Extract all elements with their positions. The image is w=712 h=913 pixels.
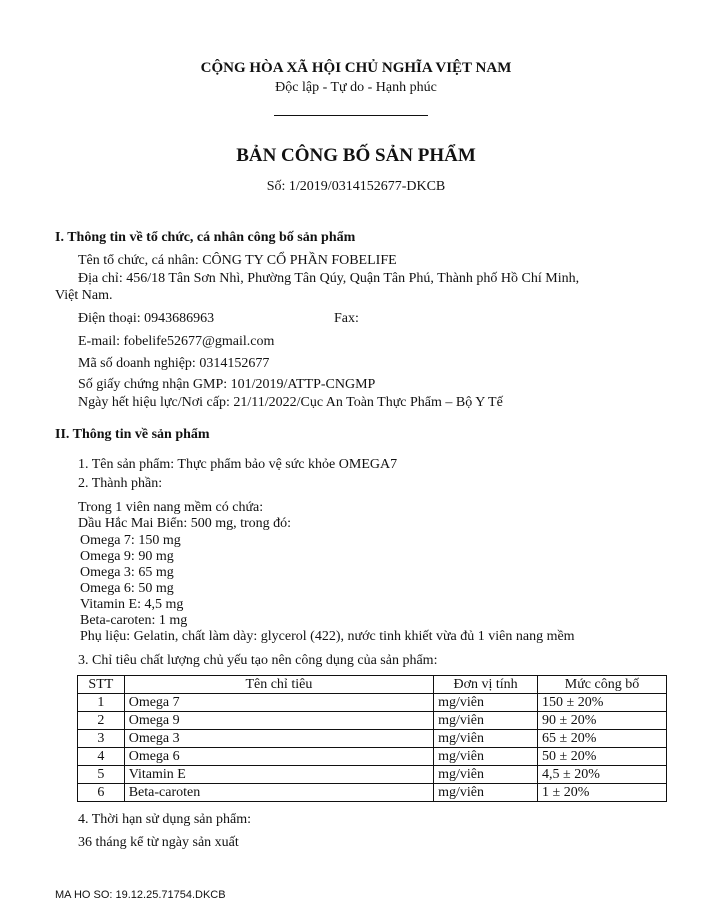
document-number: Số: 1/2019/0314152677-DKCB (266, 179, 446, 194)
phone: Điện thoại: 0943686963 (78, 311, 215, 326)
column-header: Tên chỉ tiêu (124, 676, 433, 694)
cell-level: 150 ± 20% (538, 694, 667, 712)
ingredient-item: Beta-caroten: 1 mg (80, 613, 188, 628)
cell-name: Beta-caroten (124, 784, 433, 802)
cell-level: 1 ± 20% (538, 784, 667, 802)
email: E-mail: fobelife52677@gmail.com (78, 334, 275, 349)
dossier-code: MA HO SO: 19.12.25.71754.DKCB (55, 889, 226, 901)
table-row (78, 694, 667, 712)
cell-level: 4,5 ± 20% (538, 766, 667, 784)
cell-stt: 2 (78, 712, 125, 730)
ingredient-item: Omega 9: 90 mg (80, 549, 174, 564)
validity: Ngày hết hiệu lực/Nơi cấp: 21/11/2022/Cục An Toàn Thực Phẩm – Bộ Y Tế (78, 395, 503, 410)
section2-heading: II. Thông tin về sản phẩm (55, 427, 210, 442)
fax: Fax: (334, 311, 359, 326)
main-ingredient: Dầu Hắc Mai Biển: 500 mg, trong đó: (78, 516, 292, 531)
ingredient-item: Omega 7: 150 mg (80, 533, 181, 548)
cell-unit: mg/viên (434, 694, 538, 712)
excipients: Phụ liệu: Gelatin, chất làm dày: glycerol (422), nước tinh khiết vừa đủ 1 viên nang mềm (80, 629, 575, 644)
ingredient-item: Vitamin E: 4,5 mg (80, 597, 184, 612)
cell-unit: mg/viên (434, 784, 538, 802)
cell-name: Omega 7 (124, 694, 433, 712)
country-heading: CỘNG HÒA XÃ HỘI CHỦ NGHĨA VIỆT NAM (200, 60, 512, 76)
document-title: BẢN CÔNG BỐ SẢN PHẨM (236, 145, 476, 166)
cell-unit: mg/viên (434, 748, 538, 766)
org-name: Tên tổ chức, cá nhân: CÔNG TY CỔ PHẦN FOBELIFE (78, 253, 397, 268)
composition-intro: Trong 1 viên nang mềm có chứa: (78, 500, 264, 515)
section1-heading: I. Thông tin về tổ chức, cá nhân công bố sản phẩm (55, 230, 356, 245)
cell-name: Vitamin E (124, 766, 433, 784)
cell-name: Omega 6 (124, 748, 433, 766)
quality-label: 3. Chỉ tiêu chất lượng chủ yếu tạo nên công dụng của sản phẩm: (78, 653, 438, 668)
cell-name: Omega 9 (124, 712, 433, 730)
column-header: Mức công bố (538, 676, 667, 694)
header-divider (274, 115, 428, 116)
table-row (78, 784, 667, 802)
cell-name: Omega 3 (124, 730, 433, 748)
motto: Độc lập - Tự do - Hạnh phúc (275, 80, 437, 95)
ingredient-item: Omega 6: 50 mg (80, 581, 174, 596)
cell-level: 90 ± 20% (538, 712, 667, 730)
quality-table (77, 675, 667, 802)
shelf-life-value: 36 tháng kể từ ngày sản xuất (78, 835, 239, 850)
table-row (78, 730, 667, 748)
table-row (78, 766, 667, 784)
cell-stt: 4 (78, 748, 125, 766)
table-row (78, 712, 667, 730)
cell-level: 50 ± 20% (538, 748, 667, 766)
table-row (78, 748, 667, 766)
tax-code: Mã số doanh nghiệp: 0314152677 (78, 356, 270, 371)
table-header-row (78, 676, 667, 694)
cell-unit: mg/viên (434, 712, 538, 730)
cell-unit: mg/viên (434, 766, 538, 784)
cell-stt: 6 (78, 784, 125, 802)
cell-stt: 1 (78, 694, 125, 712)
cell-stt: 5 (78, 766, 125, 784)
column-header: STT (78, 676, 125, 694)
address-line1: Địa chỉ: 456/18 Tân Sơn Nhì, Phường Tân Qúy, Quận Tân Phú, Thành phố Hồ Chí Minh, (78, 271, 580, 286)
column-header: Đơn vị tính (434, 676, 538, 694)
cell-level: 65 ± 20% (538, 730, 667, 748)
ingredient-item: Omega 3: 65 mg (80, 565, 174, 580)
cell-stt: 3 (78, 730, 125, 748)
cell-unit: mg/viên (434, 730, 538, 748)
address-line2: Việt Nam. (55, 288, 113, 303)
gmp-certificate: Số giấy chứng nhận GMP: 101/2019/ATTP-CNGMP (78, 377, 376, 392)
composition-label: 2. Thành phần: (78, 476, 163, 491)
shelf-life-label: 4. Thời hạn sử dụng sản phẩm: (78, 812, 251, 827)
product-name: 1. Tên sản phẩm: Thực phẩm bảo vệ sức khỏe OMEGA7 (78, 457, 398, 472)
